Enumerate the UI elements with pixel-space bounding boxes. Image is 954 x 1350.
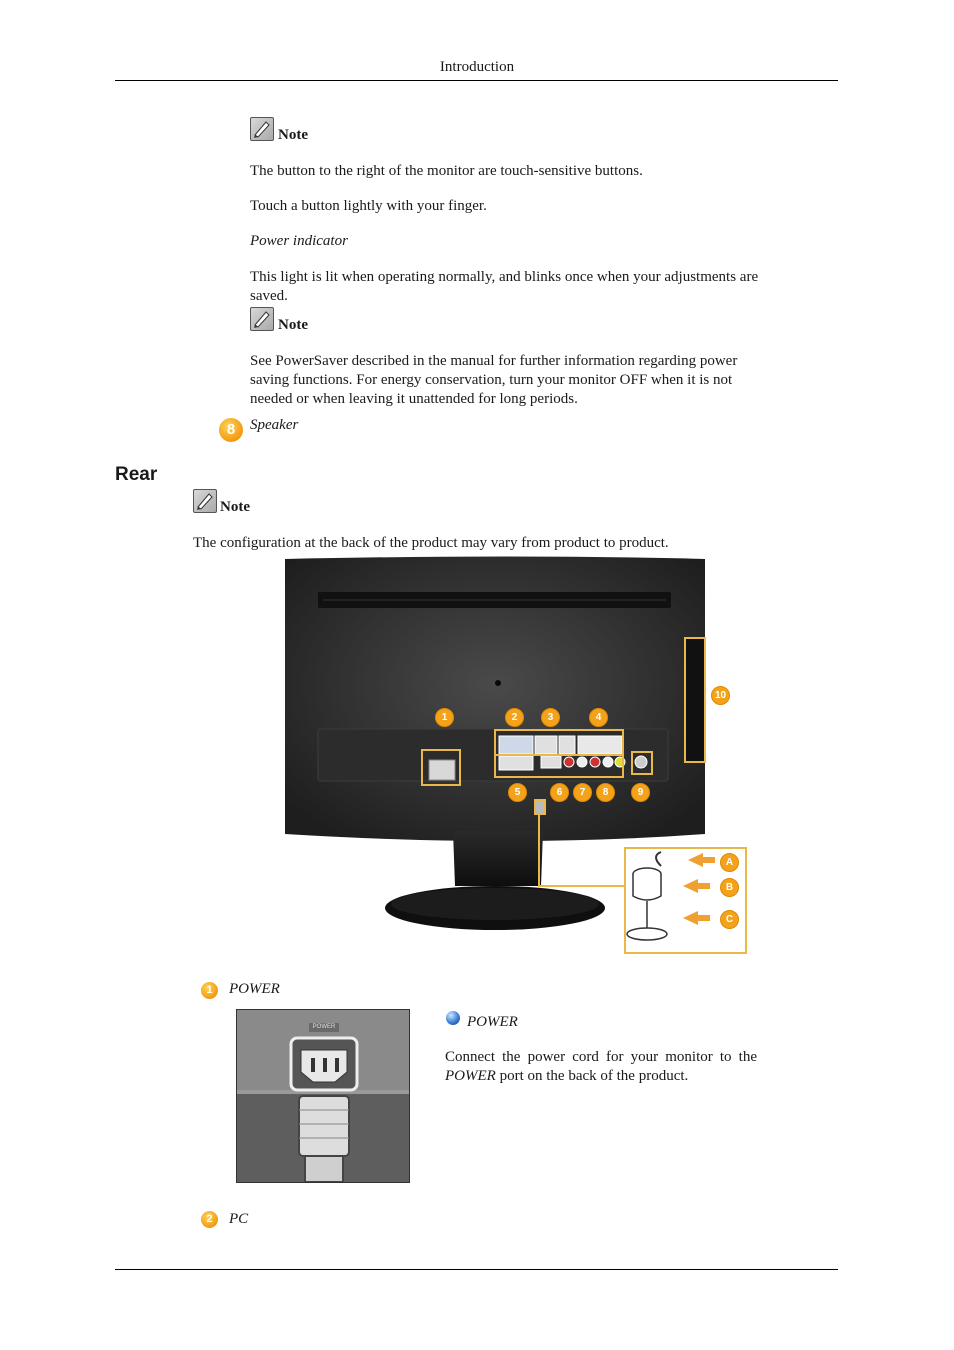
note-text: The configuration at the back of the product may vary from product to product.: [193, 535, 669, 551]
power-indicator-title: Power indicator: [250, 233, 348, 249]
power-desc-term: POWER: [445, 1068, 496, 1084]
page-header-title: Introduction: [439, 59, 515, 75]
callout-badge: 7: [573, 783, 592, 802]
item-label-pc: PC: [229, 1211, 249, 1227]
note-icon: [250, 117, 274, 141]
number-badge: 8: [219, 418, 243, 442]
callout-badge: 2: [505, 708, 524, 727]
header-rule: [115, 80, 838, 81]
callout-badge: 6: [550, 783, 569, 802]
rear-panel-illustration: [283, 556, 748, 956]
callout-badge: 9: [631, 783, 650, 802]
callout-badge: 10: [711, 686, 730, 705]
note-icon: [250, 307, 274, 331]
number-badge: 2: [201, 1211, 218, 1228]
bullet-icon: [446, 1011, 460, 1025]
note-label: Note: [278, 317, 308, 333]
callout-badge: 4: [589, 708, 608, 727]
callout-badge: 1: [435, 708, 454, 727]
note-label: Note: [220, 499, 250, 515]
callout-badge: 8: [596, 783, 615, 802]
speaker-label: Speaker: [250, 417, 299, 433]
power-indicator-text: This light is lit when operating normally, and blinks once when your adjustments are saved.: [250, 269, 759, 304]
callout-badge: 5: [508, 783, 527, 802]
power-desc-after: port on the back of the product.: [495, 1068, 689, 1084]
power-sub-title: POWER: [467, 1014, 518, 1030]
note-text: The button to the right of the monitor are touch-sensitive buttons.: [250, 163, 643, 179]
callout-badge: A: [720, 853, 739, 872]
power-desc-before: Connect the power cord for your monitor to the: [445, 1049, 757, 1065]
note-text: See PowerSaver described in the manual for further information regarding power saving functions. For energy conservation, turn your monitor OFF when it is not needed or when leaving it unattended for long periods.: [250, 353, 738, 407]
note-label: Note: [278, 127, 308, 143]
callout-badge: B: [720, 878, 739, 897]
power-description: [445, 1048, 757, 1086]
section-heading-rear: Rear: [115, 464, 158, 485]
rear-panel-diagram: [283, 556, 748, 956]
note-text: Touch a button lightly with your finger.: [250, 198, 487, 214]
number-badge: 1: [201, 982, 218, 999]
callout-badge: C: [720, 910, 739, 929]
power-port-label: POWER: [312, 1024, 336, 1030]
footer-rule: [115, 1269, 838, 1270]
note-icon: [193, 489, 217, 513]
callout-badge: 3: [541, 708, 560, 727]
power-port-photo: [236, 1009, 410, 1183]
item-label-power: POWER: [229, 981, 280, 997]
